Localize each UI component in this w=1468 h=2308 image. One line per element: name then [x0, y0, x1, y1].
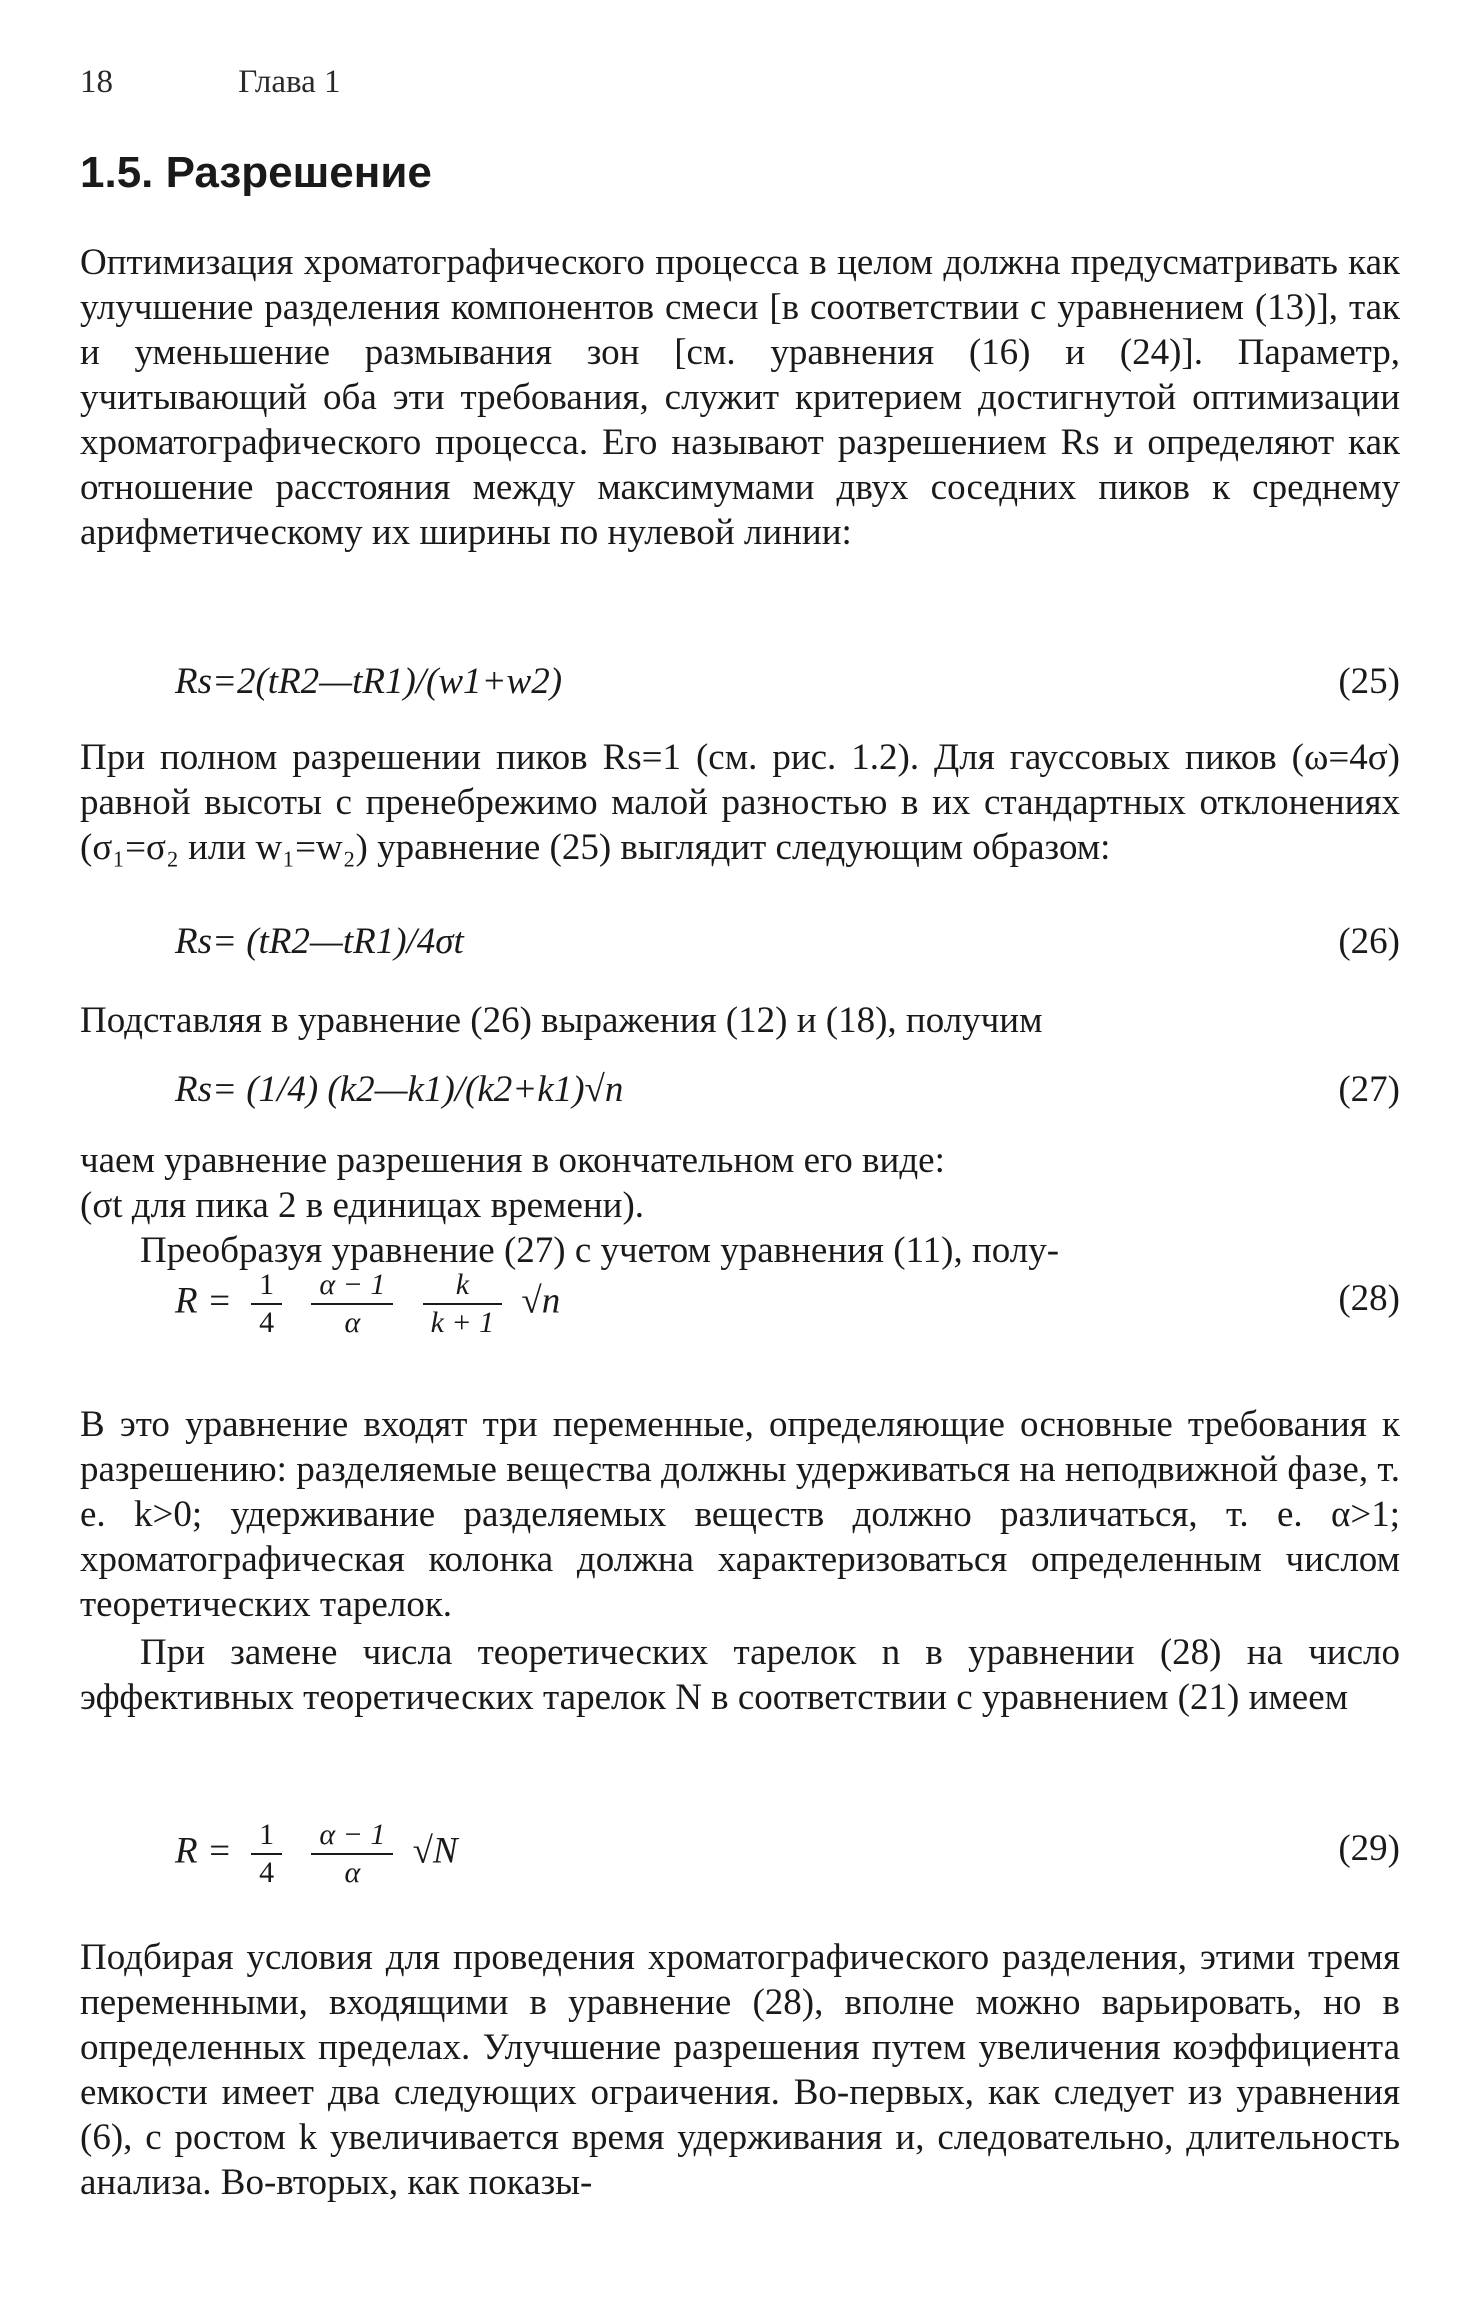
paragraph-intro: Оптимизация хроматографического процесса в целом должна предусматривать как улучшение разделения компонентов смеси [в соответствии с уравнением (13)], так и уменьшение размывания зон [см. уравнения (16) и (24)]. Параметр, учитывающий оба эти требования, служит критерием достигнутой оптимизации хроматографического процесса. Его называют разрешением Rs и определяют как отношение расстояния между максимумами двух соседних пиков к среднему арифметическому их ширины по нулевой линии:	[80, 242, 1400, 553]
equation-28-fraction-2-numerator: α − 1	[311, 1267, 393, 1305]
paragraph-replace-block	[80, 1630, 1400, 1720]
equation-29-expression	[175, 1817, 458, 1891]
paragraph-conditions: Подбирая условия для проведения хроматографического разделения, этими тремя переменными, входящими в уравнение (28), вполне можно варьировать, но в определенных пределах. Улучшение разрешения путем увеличения коэффициента емкости имеет два следующих ограичения. Во-первых, как следует из уравнения (6), с ростом k увеличивается время удерживания и, следовательно, длительность анализа. Во-вторых, как показы-	[80, 1937, 1400, 2203]
paragraph-gauss: При полном разрешении пиков Rs=1 (см. рис. 1.2). Для гауссовых пиков (ω=4σ) равной высоты с пренебрежимо малой разностью в их стандартных отклонениях (σ₁=σ₂ или w₁=w₂) уравнение (25) выглядит следующим образом:	[80, 737, 1400, 868]
equation-28-fraction-2-denominator: α	[344, 1306, 361, 1339]
equation-28-fraction-1-denominator: 4	[259, 1306, 275, 1339]
equation-28-root: √n	[521, 1280, 561, 1322]
equation-29-fraction-1	[251, 1817, 282, 1891]
equation-29-fraction-1-numerator: 1	[251, 1817, 282, 1855]
equation-28-fraction-2	[311, 1267, 393, 1341]
equation-26-expression: Rs= (tR2—tR1)/4σt	[175, 921, 464, 962]
page-number: 18	[80, 64, 113, 100]
equation-28-lhs: R =	[175, 1280, 232, 1322]
chapter-label: Глава 1	[238, 64, 341, 100]
paragraph-transform: Преобразуя уравнение (27) с учетом уравнения (11), полу-	[140, 1230, 1060, 1271]
equation-25	[80, 660, 1400, 740]
equation-29-number: (29)	[1338, 1828, 1400, 1869]
paragraph-sigma-note: (σt для пика 2 в единицах времени).	[80, 1185, 645, 1226]
equation-28-number: (28)	[1338, 1278, 1400, 1319]
equation-28	[80, 1268, 1400, 1355]
paragraph-variables: В это уравнение входят три переменные, определяющие основные требования к разрешению: разделяемые вещества должны удерживаться на неподвижной фазе, т. е. k>0; удерживание разделяемых веществ должно различаться, т. е. α>1; хроматографическая колонка должна характеризоваться определенным числом теоретических тарелок.	[80, 1404, 1400, 1625]
paragraph-gauss-block	[80, 735, 1400, 870]
equation-28-expression	[175, 1267, 560, 1341]
section-title: 1.5. Разрешение	[80, 148, 432, 197]
equation-27-expression: Rs= (1/4) (k2—k1)/(k2+k1)√n	[175, 1069, 624, 1110]
equation-29-root: √N	[412, 1830, 458, 1872]
equation-29-fraction-2-numerator: α − 1	[311, 1817, 393, 1855]
equation-29	[80, 1818, 1400, 1905]
paragraph-replace: При замене числа теоретических тарелок n в уравнении (28) на число эффективных теоретических тарелок N в соответствии с уравнением (21) имеем	[80, 1632, 1400, 1718]
equation-28-fraction-3-numerator: k	[423, 1267, 503, 1305]
equation-28-fraction-1	[251, 1267, 282, 1341]
running-head	[80, 64, 341, 101]
paragraph-final-form-block	[80, 1138, 1400, 1273]
paragraph-substitute: Подставляя в уравнение (26) выражения (12) и (18), получим	[80, 1000, 1043, 1041]
paragraph-conditions-block	[80, 1935, 1400, 2205]
paragraph-variables-block	[80, 1402, 1400, 1627]
paragraph-final-form: чаем уравнение разрешения в окончательном его виде:	[80, 1140, 945, 1181]
equation-28-fraction-3-denominator: k + 1	[430, 1306, 495, 1339]
equation-29-fraction-2-denominator: α	[344, 1856, 361, 1889]
equation-29-fraction-1-denominator: 4	[259, 1856, 275, 1889]
equation-29-lhs: R =	[175, 1830, 232, 1872]
equation-27	[80, 1068, 1400, 1148]
equation-29-fraction-2	[311, 1817, 393, 1891]
equation-25-expression: Rs=2(tR2—tR1)/(w1+w2)	[175, 661, 563, 702]
equation-28-fraction-1-numerator: 1	[251, 1267, 282, 1305]
equation-26	[80, 920, 1400, 1000]
equation-28-fraction-3	[423, 1267, 503, 1341]
paragraph-intro-block	[80, 240, 1400, 555]
paragraph-substitute-block	[80, 998, 1400, 1043]
equation-26-number: (26)	[1338, 921, 1400, 962]
equation-27-number: (27)	[1338, 1069, 1400, 1110]
equation-25-number: (25)	[1338, 661, 1400, 702]
